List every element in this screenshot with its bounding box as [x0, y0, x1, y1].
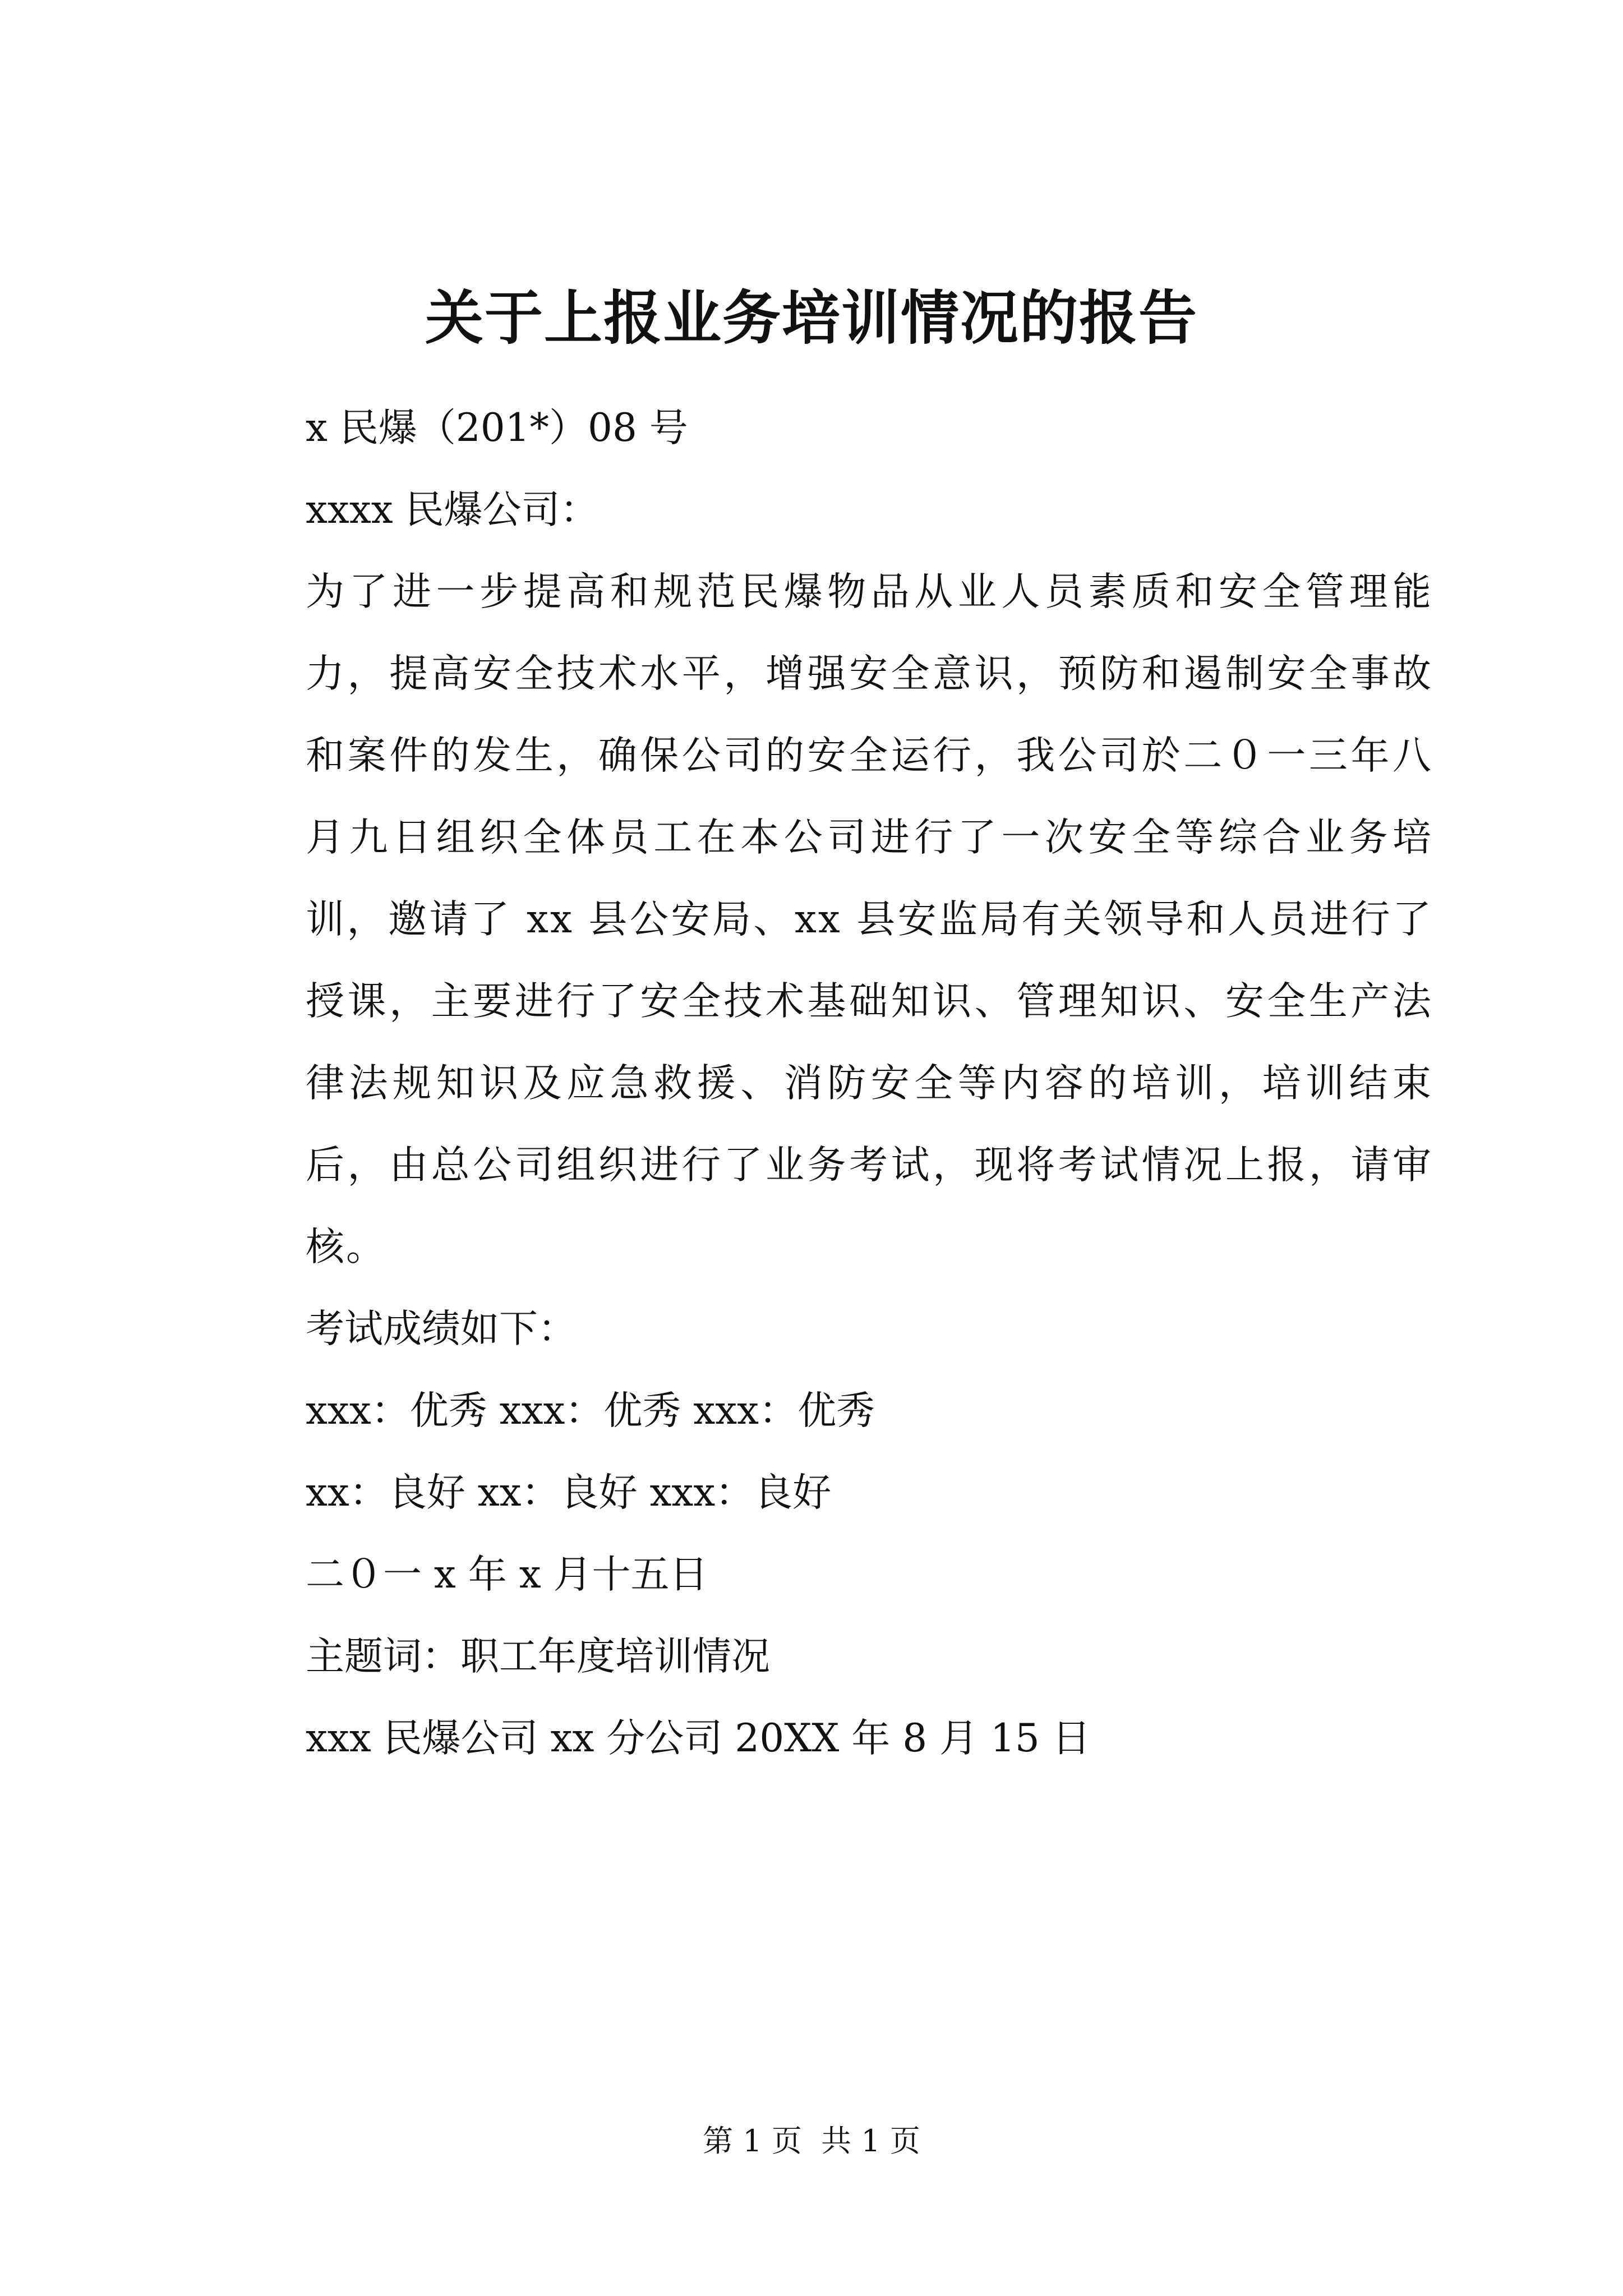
subject-line: 主题词：职工年度培训情况: [306, 1634, 770, 1679]
document-number: x 民爆（201*）08 号: [306, 406, 688, 450]
addressee: xxxx 民爆公司：: [306, 487, 599, 532]
document-content: [306, 387, 1433, 1779]
results-heading: 考试成绩如下：: [306, 1306, 577, 1351]
results-row-good: xx：良好 xx：良好 xxx：良好: [306, 1470, 832, 1515]
page-footer: 第 1 页 共 1 页: [703, 2123, 920, 2159]
signature-line: xxx 民爆公司 xx 分公司 20XX 年 8 月 15 日: [306, 1716, 1091, 1761]
document-title: 关于上报业务培训情况的报告: [425, 283, 1198, 352]
body-paragraph: 为了进一步提高和规范民爆物品从业人员素质和安全管理能力，提高安全技术水平，增强安全意识，预防和遏制安全事故和案件的发生，确保公司的安全运行，我公司於二０一三年八月九日组织全体员工在本公司进行了一次安全等综合业务培训，邀请了 xx 县公安局、xx 县安监局有关领导和人员进行了授课，主要进行了安全技术基础知识、管理知识、安全生产法律法规知识及应急救援、消防安全等内容的培训，培训结束后，由总公司组织进行了业务考试，现将考试情况上报，请审核。: [306, 569, 1433, 1269]
results-row-excellent: xxx：优秀 xxx：优秀 xxx：优秀: [306, 1388, 875, 1433]
date-line: 二０一 x 年 x 月十五日: [306, 1552, 708, 1597]
